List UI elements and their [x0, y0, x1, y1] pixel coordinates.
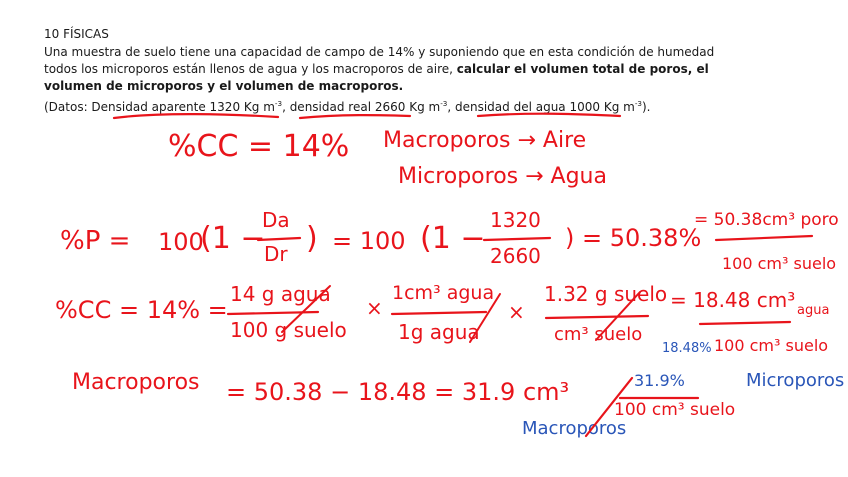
hw-cc-label: %CC = 14% = [55, 296, 228, 324]
hw-f3-den: cm³ suelo [554, 324, 643, 345]
problem-line-3-bold: volumen de microporos y el volumen de macroporos. [44, 79, 404, 93]
exp-1: -3 [274, 99, 283, 108]
hw-p-2660: 2660 [490, 244, 541, 268]
data-real-density: , densidad real 2660 Kg m [282, 100, 441, 114]
hw-cc-given: %CC = 14% [168, 129, 350, 164]
hw-macro-calc: = 50.38 − 18.48 = 31.9 cm³ [226, 378, 570, 406]
hw-p-result: ) = 50.38% [565, 224, 702, 252]
hw-times-2: × [508, 300, 525, 324]
hw-macro-label: Macroporos [72, 370, 200, 395]
exp-3: -3 [634, 99, 642, 108]
hw-p-dr: Dr [264, 242, 288, 266]
hw-p-1320: 1320 [490, 208, 541, 232]
hw-p-final-num: = 50.38cm³ poro [694, 210, 839, 230]
data-bulk-density: (Datos: Densidad aparente 1320 Kg m [44, 100, 275, 114]
hw-macro-den: 100 cm³ suelo [614, 400, 736, 420]
hw-times-1: × [366, 296, 383, 320]
hw-f2-den: 1g agua [398, 320, 480, 344]
hw-micro-label: Microporos [746, 370, 845, 391]
exp-2: -3 [440, 99, 448, 108]
problem-line-2 [44, 61, 709, 78]
hw-f2-num: 1cm³ agua [392, 282, 495, 304]
data-water-density: , densidad del agua 1000 Kg m [447, 100, 635, 114]
frac-micro-bar [700, 322, 790, 324]
hw-f1-num: 14 g agua [230, 282, 331, 306]
frac-3-bar [546, 316, 648, 318]
frac-1-bar [228, 312, 318, 314]
problem-line-2-normal: todos los microporos están llenos de agua y los macroporos de aire, [44, 62, 457, 76]
hw-p-eq2: = 100 [332, 227, 406, 255]
hw-macro-pct: 31.9% [634, 371, 685, 390]
hw-micro-den: 100 cm³ suelo [714, 336, 829, 355]
hw-p-label: %P = [60, 226, 131, 256]
hw-micro-agua: agua [797, 303, 830, 318]
hw-f3-num: 1.32 g suelo [544, 282, 668, 306]
hw-micro-den-prefix: 18.48% [662, 341, 712, 356]
problem-number: 10 FÍSICAS [44, 27, 109, 41]
problem-line-2-bold: calcular el volumen total de poros, el [456, 62, 709, 76]
hw-p-100: 100 [158, 228, 204, 256]
problem-data-line [44, 95, 651, 116]
frac-2-bar [392, 312, 486, 314]
hw-micro-eq: = 18.48 cm³ [670, 288, 796, 312]
hw-p-da: Da [262, 208, 290, 232]
frac-poro-bar [716, 236, 812, 240]
hw-p-final-den: 100 cm³ suelo [722, 254, 837, 273]
problem-line-3 [44, 78, 403, 95]
problem-line-1: Una muestra de suelo tiene una capacidad de campo de 14% y suponiendo que en esta condición de humedad [44, 45, 715, 59]
hw-f1-den: 100 g suelo [230, 318, 347, 342]
hw-p-open: (1 − [200, 221, 266, 256]
hw-p-open2: (1 − [420, 221, 486, 256]
hw-micro-water: Microporos → Agua [398, 164, 607, 189]
hw-p-close: ) [306, 221, 318, 256]
hw-macro-air: Macroporos → Aire [383, 128, 587, 153]
frac-1320-bar [484, 238, 550, 240]
data-line-end: ). [642, 100, 651, 114]
hw-macro-label-2: Macroporos [522, 418, 627, 439]
